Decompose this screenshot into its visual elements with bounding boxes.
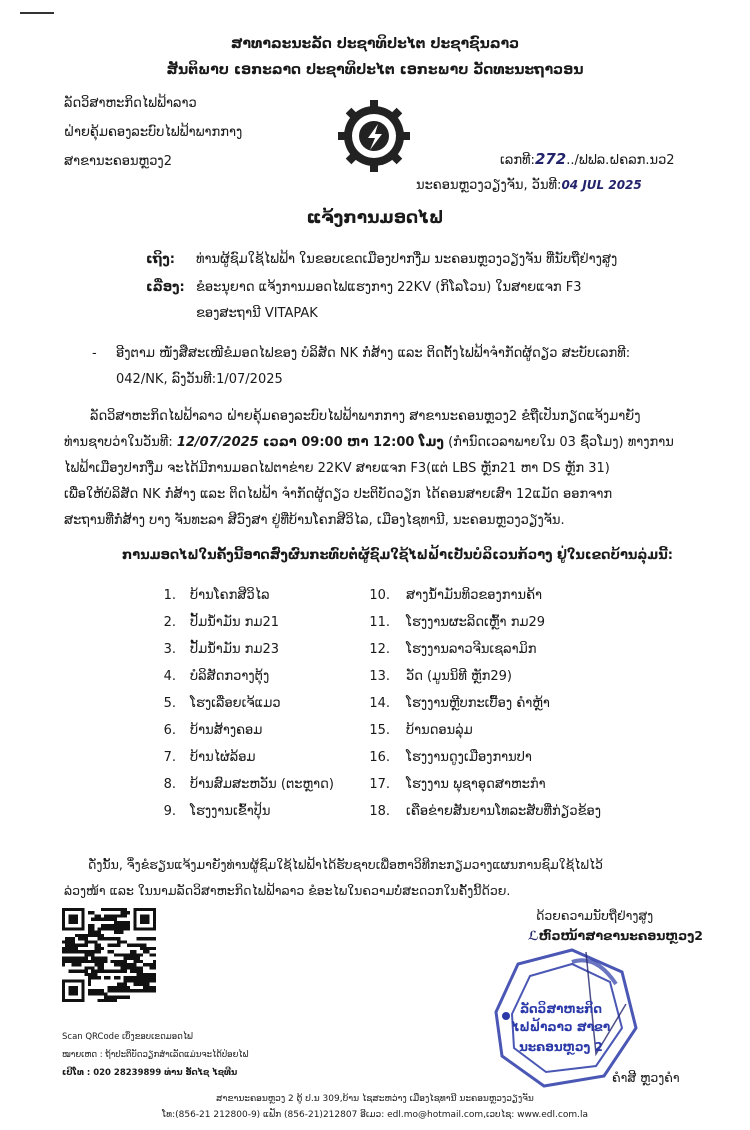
doc-number [500, 150, 730, 168]
gear-icon [334, 96, 414, 176]
list-item: 12. ໂຮງງານລາວຈີນເຊລາມິກ [369, 642, 537, 657]
reference-line2: 042/NK, ລົງວັນທີ:1/07/2025 [116, 372, 283, 387]
body-line4: ເພື່ອໃຫ້ບໍລິສັດ NK ກໍ່ສ້າງ ແລະ ຕິດໄຟຟ້າ ຈຳກັດຜູ້ດຽວ ປະຕິບັດວຽກ ໄດ້ຄອນສາຍເສົາ 12ແມັດ ອອກຈາກ [64, 487, 613, 502]
national-header-line2: ສັນຕິພາບ ເອກະລາດ ປະຊາທິປະໄຕ ເອກະພາບ ວັດທະນະຖາວອນ [166, 62, 584, 78]
list-item: 10. ສາງນ້ຳມັນທິວຂອງການຄ້າ [369, 588, 543, 603]
list-item: 15. ບ້ານດອນລຸ່ມ [369, 723, 473, 738]
closing-line1: ດັ່ງນັ້ນ, ຈຶ່ງຂໍຮຽນແຈ້ງມາຍັງທ່ານຜູ້ຊົມໃຊ້ໄຟຟ້າໄດ້ຮັບຊາບເພື່ອຫາວິທີກະກຽມວາງແຜນການຊົມໃຊ້ໄຟໄວ້ [88, 857, 603, 872]
footer-contact: ໂທ:(856-21 212800-9) ແຟັກ (856-21)212807 ອີເມວ: edl.mo@hotmail.com,ເວບໄຊ: www.edl.com.la [162, 1110, 588, 1120]
reference-line1: ອີງຕາມ ໜັງສືສະເໜີຂໍມອດໄຟຂອງ ບໍລິສັດ NK ກໍ່ສ້າງ ແລະ ຕິດຕັ້ງໄຟຟ້າຈຳກັດຜູ້ດຽວ ສະບັບເລກທີ: [116, 346, 631, 361]
outage-date: 12/07/2025 [176, 435, 259, 450]
doc-number-label: ເລກທີ: [500, 153, 535, 168]
page-title: ແຈ້ງການມອດໄຟ [306, 208, 444, 228]
respect-closing: ດ້ວຍຄວາມນັບຖືຢ່າງສູງ [536, 908, 654, 923]
stamp-text-3: ນະຄອນຫຼວງ 2 [519, 1040, 603, 1054]
body-line3: ໄຟຟ້າເມືອງປາກງື່ມ ຈະໄດ້ມີການມອດໄຟຕາຂ່າຍ 22KV ສາຍແຈກ F3(ແຕ່ LBS ຫຼັກ21 ຫາ DS ຫຼັກ 31) [64, 461, 610, 476]
list-item: 5. ໂຮງເລື່ອຍເຈ້ແມວ [163, 696, 281, 711]
national-header-line1: ສາທາລະນະລັດ ປະຊາທິປະໄຕ ປະຊາຊົນລາວ [230, 36, 520, 52]
org-name: ລັດວິສາຫະກິດໄຟຟ້າລາວ [64, 96, 197, 111]
list-item: 17. ໂຮງງານ ພຸຊາອຸດສາຫະກຳ [369, 777, 546, 792]
list-item: 1. ບ້ານໂຄກສີວິໄລ [163, 588, 270, 603]
list-item: 16. ໂຮງງານດູງເມືອງການປາ [369, 750, 532, 765]
signer-position-text: ຫົວໜ້າສາຂານະຄອນຫຼວງ2 [538, 928, 704, 943]
list-item: 8. ບ້ານສົມສະຫວັນ (ຕະຫຼາດ) [163, 777, 334, 792]
doc-date-value: 04 JUL 2025 [561, 178, 642, 192]
org-department: ຝ່າຍຄຸ້ມຄອງລະບົບໄຟຟ້າພາກກາງ [64, 125, 243, 140]
edl-logo [334, 96, 414, 176]
list-item: 9. ໂຮງງານເຂົ້າປຸ້ນ [163, 804, 271, 819]
body-paragraph [64, 404, 704, 534]
to-text: ທ່ານຜູ້ຊົມໃຊ້ໄຟຟ້າ ໃນຂອບເຂດເມືອງປາກງື່ມ ນະຄອນຫຼວງວຽງຈັນ ທີ່ນັບຖືຢ່າງສູງ [196, 252, 618, 267]
doc-number-value: 272 [534, 150, 567, 168]
subject-label: ເລື່ອງ: [146, 280, 185, 295]
body-line1: ລັດວິສາຫະກິດໄຟຟ້າລາວ ຝ່າຍຄຸ້ມຄອງລະບົບໄຟຟ້າພາກກາງ ສາຂານະຄອນຫຼວງ2 ຂໍຖືເປັນກຽດແຈ້ງມາຍັງ [90, 409, 641, 424]
qr-code-icon [62, 908, 156, 1002]
doc-date [416, 178, 736, 193]
list-item: 13. ວັດ (ມູນນິທີ ຫຼັກ29) [369, 669, 512, 684]
doc-date-label: ນະຄອນຫຼວງວຽງຈັນ, ວັນທີ: [416, 178, 562, 193]
signer-position [528, 928, 703, 943]
stamp-text-1: ລັດວິສາຫະກິດ [519, 1002, 603, 1016]
org-branch: ສາຂານະຄອນຫຼວງ2 [64, 154, 172, 169]
list-item: 2. ປັ້ມນ້ຳມັນ ກມ21 [163, 615, 280, 630]
list-item: 11. ໂຮງງານຜະລິດເຫຼົ້າ ກມ29 [369, 615, 546, 630]
hotline: ເບີໂທ : 020 28239899 ທ່ານ ອັດໄຊ ໄຊທີນ [62, 1068, 238, 1078]
body-line2-prefix: ທ່ານຊາບວ່າໃນວັນທີ: [64, 435, 173, 450]
doc-number-suffix: ../ຟຟລ.ຝຄລກ.ນວ2 [566, 153, 675, 168]
subject-line1: ຂໍອະນຸຍາດ ແຈ້ງການມອດໄຟແຮງກາງ 22KV (ກິໂລໂວນ) ໃນສາຍແຈກ F3 [196, 280, 582, 295]
qr-caption: Scan QRCode ເບິ່ງຂອບເຂດມອດໄຟ [62, 1032, 193, 1042]
closing-line2: ລ່ວງໜ້າ ແລະ ໃນນາມລັດວິສາຫະກິດໄຟຟ້າລາວ ຂໍອະໄພໃນຄວາມບໍ່ສະດວກໃນຄັ້ງນີ້ດ້ວຍ. [64, 883, 511, 898]
outage-time: ເວລາ 09:00 ຫາ 12:00 ໂມງ [262, 435, 444, 450]
reference-bullet: - [92, 346, 97, 361]
closing-paragraph [64, 852, 714, 904]
stamp-text-2: ໄຟຟ້າລາວ ສາຂາ [511, 1020, 611, 1034]
areas-left-list [148, 584, 368, 827]
list-item: 14. ໂຮງງານຫຼີບກະເບື້ອງ ຄຳຫຼ້າ [369, 696, 550, 711]
qr-code[interactable] [62, 908, 156, 1002]
corner-mark [20, 12, 54, 14]
list-item: 6. ບ້ານສ້າງຄອມ [163, 723, 263, 738]
qr-note: ໝາຍເຫດ : ຖ້າປະຕິບັດວຽກສຳເລັດແມ່ນຈະໄດ້ປ່ອຍໄຟ [62, 1050, 249, 1060]
footer-address: ສາຂານະຄອນຫຼວງ 2 ຕູ້ ປ.ນ 309,ບ້ານ ໄຊສະຫວ່າງ ເມືອງໄຊທານີ ນະຄອນຫຼວງວຽງຈັນ [216, 1094, 534, 1104]
to-label: ເຖິງ: [146, 252, 176, 267]
body-line2 [64, 430, 704, 456]
list-item: 18. ເຄືອຂ່າຍສັນຍານໂທລະສັບທີ່ກ່ຽວຂ້ອງ [369, 804, 601, 819]
signature-mark: ℒ [528, 928, 539, 943]
signer-name: ຄຳສີ ຫຼວງຄຳ [612, 1070, 680, 1085]
affected-heading: ການມອດໄຟໃນຄັ້ງນີ້ອາດສົ່ງຜົນກະທົບຕໍ່ຜູ້ຊົມໃຊ້ໄຟຟ້າເປັນບໍລິເວນກ້ວາງ ຢູ່ໃນເຂດບ້ານລຸ່ມນີ້: [122, 548, 673, 563]
list-item: 7. ບ້ານໄຜ່ລ້ອມ [163, 750, 256, 765]
areas-right-list [362, 584, 692, 827]
body-line2-suffix: (ກຳນົດເວລາພາຍໃນ 03 ຊົ່ວໂມງ) ທາງການ [448, 435, 674, 450]
list-item: 4. ບໍລິສັດກວາງຕຸ້ງ [163, 669, 270, 684]
body-line5: ສະຖານທີ່ກໍ່ສ້າງ ບາງ ຈັນທະລາ ສີວົງສາ ຢູ່ທີ່ບ້ານໂຄກສີວິໄລ, ເມືອງໄຊທານີ, ນະຄອນຫຼວງວຽງຈັນ. [64, 513, 565, 528]
list-item: 3. ປັ້ມນ້ຳມັນ ກມ23 [163, 642, 280, 657]
subject-line2: ຂອງສະຖານີ VITAPAK [196, 306, 318, 321]
